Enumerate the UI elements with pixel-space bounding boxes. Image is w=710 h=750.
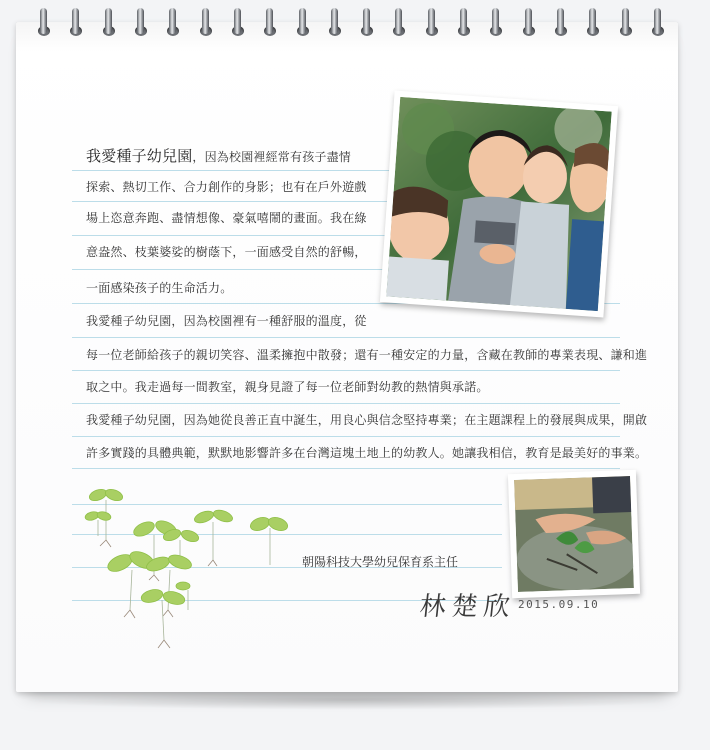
- paragraph-1-line-5: 一面感染孩子的生命活力。: [86, 281, 233, 295]
- spiral-ring: [391, 6, 407, 42]
- paragraph-1-line-3: 場上恣意奔跑、盡情想像、豪氣嘻鬧的畫面。我在綠: [86, 211, 367, 225]
- paragraph-3-line-1: 我愛種子幼兒園，因為她從良善正直中誕生，用良心與信念堅持專業；在主題課程上的發展與成果，開啟: [86, 413, 648, 427]
- spiral-ring: [585, 6, 601, 42]
- author-title: 朝陽科技大學幼兒保育系主任: [302, 555, 459, 569]
- spiral-ring: [101, 6, 117, 42]
- paragraph-3-line-2: 許多實踐的具體典範，默默地影響許多在台灣這塊土地上的幼教人。她讓我相信，教育是最美好的事業。: [86, 446, 648, 460]
- paragraph-2-line-1: 我愛種子幼兒園，因為校園裡有一種舒服的溫度，從: [86, 314, 367, 328]
- spiral-ring: [36, 6, 52, 42]
- signature-date: 2015.09.10: [518, 598, 600, 611]
- paragraph-1-line-1: [86, 148, 351, 165]
- spiral-ring: [521, 6, 537, 42]
- spiral-ring: [553, 6, 569, 42]
- page-shadow: [20, 690, 680, 710]
- children-photo-image: [386, 97, 611, 311]
- ruled-line: [72, 468, 620, 469]
- children-photo: [380, 90, 618, 317]
- ruled-line: [72, 403, 620, 404]
- spiral-ring: [295, 6, 311, 42]
- paragraph-1-line-2: 探索、熱切工作、合力創作的身影；也有在戶外遊戲: [86, 180, 367, 194]
- ruled-line: [72, 337, 620, 338]
- spiral-ring: [650, 6, 666, 42]
- spiral-ring: [198, 6, 214, 42]
- spiral-binding: [36, 6, 666, 42]
- hands-seedling-photo: [508, 470, 640, 598]
- hands-seedling-image: [514, 476, 634, 592]
- paragraph-1-lead: 我愛種子幼兒園: [86, 147, 193, 165]
- spiral-ring: [424, 6, 440, 42]
- spiral-ring: [327, 6, 343, 42]
- paragraph-2-line-2: 每一位老師給孩子的親切笑容、溫柔擁抱中散發；還有一種安定的力量，含藏在教師的專業表現、謙和進: [86, 348, 648, 362]
- author-signature: 林楚欣: [418, 592, 518, 622]
- spiral-ring: [165, 6, 181, 42]
- sprouts-illustration: [80, 480, 300, 660]
- spiral-ring: [133, 6, 149, 42]
- spiral-ring: [618, 6, 634, 42]
- ruled-line: [72, 436, 620, 437]
- spiral-ring: [230, 6, 246, 42]
- ruled-line: [72, 370, 620, 371]
- spiral-ring: [488, 6, 504, 42]
- paragraph-2-line-3: 取之中。我走過每一間教室，親身見證了每一位老師對幼教的熱情與承諾。: [86, 380, 489, 394]
- paragraph-1-line-4: 意盎然、枝葉婆娑的樹蔭下，一面感受自然的舒暢，: [86, 245, 367, 259]
- spiral-ring: [262, 6, 278, 42]
- spiral-ring: [68, 6, 84, 42]
- spiral-ring: [456, 6, 472, 42]
- spiral-ring: [359, 6, 375, 42]
- paragraph-1-line-1-rest: ，因為校園裡經常有孩子盡情: [192, 150, 352, 164]
